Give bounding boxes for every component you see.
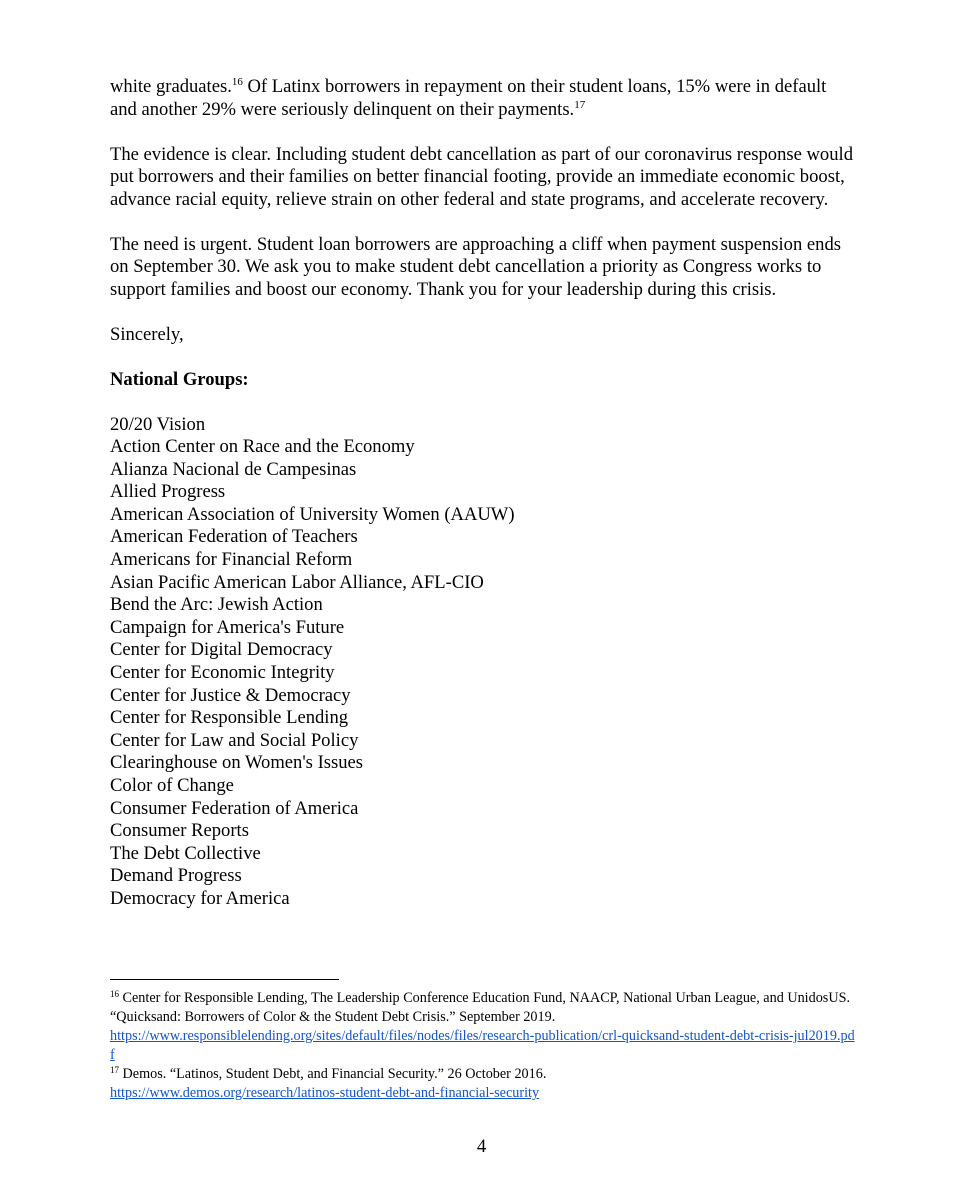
list-item: Democracy for America: [110, 887, 290, 909]
page-number: 4: [476, 1136, 487, 1157]
list-item: Campaign for America's Future: [110, 616, 345, 638]
list-item: Center for Responsible Lending: [110, 707, 349, 729]
footnote-17-link[interactable]: https://www.demos.org/research/latinos-student-debt-and-financial-security: [110, 1085, 540, 1101]
list-item: The Debt Collective: [110, 842, 261, 864]
footnote-16-link[interactable]: https://www.responsiblelending.org/sites/default/files/nodes/files/research-publication/crl-quicksand-student-debt-crisis-jul2019.pdf: [110, 1028, 855, 1063]
paragraph-urgent: The need is urgent. Student loan borrowers are approaching a cliff when payment suspension ends on September 30. We ask you to make student debt cancellation a priority as Congress works to support families and boost our economy. Thank you for your leadership during this crisis.: [110, 233, 841, 300]
footnote-17-text: Demos. “Latinos, Student Debt, and Financial Security.” 26 October 2016.: [119, 1066, 547, 1082]
footnote-17: [110, 1065, 855, 1103]
letter-body: [110, 76, 855, 911]
footnote-ref-16[interactable]: 16: [231, 76, 243, 88]
list-item: 20/20 Vision: [110, 413, 206, 435]
list-item: American Federation of Teachers: [110, 526, 358, 548]
list-item: Center for Digital Democracy: [110, 639, 333, 661]
footnote-ref-17[interactable]: 17: [574, 98, 586, 111]
footnote-16-text: Center for Responsible Lending, The Leadership Conference Education Fund, NAACP, National Urban League, and UnidosUS. “Quicksand: Borrowers of Color & the Student Debt Crisis.” September 2019.: [110, 990, 851, 1025]
list-item: Asian Pacific American Labor Alliance, AFL-CIO: [110, 571, 484, 593]
list-item: Demand Progress: [110, 865, 242, 887]
list-item: Clearinghouse on Women's Issues: [110, 752, 364, 774]
list-item: Center for Justice & Democracy: [110, 684, 351, 706]
list-item: Action Center on Race and the Economy: [110, 436, 415, 458]
list-item: Alianza Nacional de Campesinas: [110, 458, 357, 480]
list-item: Allied Progress: [110, 481, 226, 503]
paragraph-evidence: The evidence is clear. Including student debt cancellation as part of our coronavirus response would put borrowers and their families on better financial footing, provide an immediate economic boost, advance racial equity, relieve strain on other federal and state programs, and accelerate recovery.: [110, 143, 853, 210]
footnote-17-number: 17: [110, 1065, 119, 1075]
list-item: Bend the Arc: Jewish Action: [110, 594, 323, 616]
p1-text-a: white graduates.: [110, 76, 232, 97]
footnotes: [110, 989, 855, 1103]
list-item: Consumer Federation of America: [110, 797, 359, 819]
closing-sincerely: Sincerely,: [110, 323, 184, 345]
list-item: Center for Economic Integrity: [110, 662, 335, 684]
national-groups-list: [110, 414, 855, 911]
list-item: American Association of University Women (AAUW): [110, 503, 515, 525]
paragraph-latinx-default: [110, 76, 855, 121]
list-item: Americans for Financial Reform: [110, 549, 353, 571]
list-item: Center for Law and Social Policy: [110, 729, 359, 751]
national-groups-heading: National Groups:: [110, 368, 249, 390]
list-item: Consumer Reports: [110, 820, 249, 842]
p1-text-b: Of Latinx borrowers in repayment on their student loans, 15% were in default and another 29% were seriously delinquent on their payments.: [110, 76, 827, 120]
footnote-16: [110, 989, 855, 1065]
list-item: Color of Change: [110, 775, 234, 796]
footnote-divider: [110, 979, 339, 980]
footnote-16-number: 16: [110, 989, 119, 999]
